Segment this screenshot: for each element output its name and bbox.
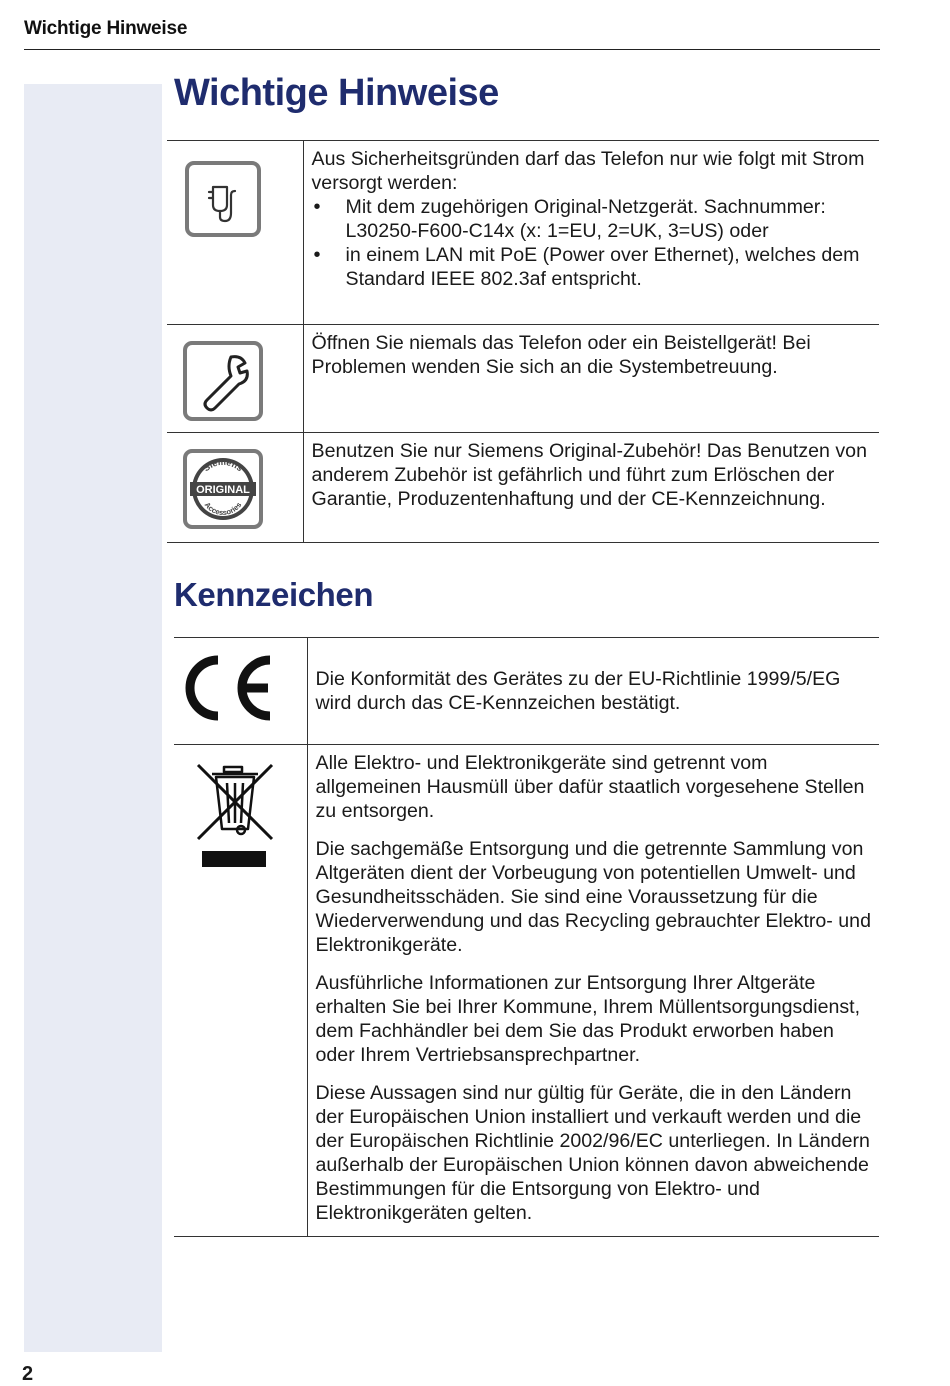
original-accessories-notice: Benutzen Sie nur Siemens Original-Zubehör! Das Benutzen von anderem Zubehör ist gefährlich und führt zum Erlöschen der Garantie, Produzentenhaftung und der CE-Kennzeichnung. — [311, 440, 867, 510]
table-row — [174, 745, 879, 1237]
icon-text-top: Siemens — [201, 456, 245, 474]
disposal-paragraph: Diese Aussagen sind nur gültig für Geräte, die in den Ländern der Europäischen Union installiert und verkauft werden und die der Europäischen Richtlinie 2002/96/EC unterliegen. In Ländern außerhalb der Europäischen Union können davon abweichende Bestimmungen für die Entsorgung von Elektro- und Elektronikgeräten gelten. — [315, 1082, 870, 1224]
list-item: • Mit dem zugehörigen Original-Netzgerät. Sachnummer: L30250-F600-C14x (x: 1=EU, 2=UK, 3=US) oder — [312, 195, 874, 243]
ce-mark-icon — [180, 652, 280, 724]
section-title-markings: Kennzeichen — [174, 576, 374, 613]
icon-text-middle: ORIGINAL — [196, 484, 250, 496]
running-header: Wichtige Hinweise — [24, 18, 188, 39]
disposal-paragraph: Ausführliche Informationen zur Entsorgung Ihrer Altgeräte erhalten Sie bei Ihrer Kommune, Ihrem Müllentsorgungsdienst, dem Fachhändler bei dem Sie das Produkt erworben haben oder Ihrem Vertriebsansprechpartner. — [315, 972, 861, 1066]
disposal-paragraph: Alle Elektro- und Elektronikgeräte sind getrennt vom allgemeinen Hausmüll über dafür staatlich vorgesehene Stellen zu entsorgen. — [315, 752, 865, 822]
section-title-important-notes: Wichtige Hinweise — [174, 72, 499, 114]
power-options-list — [312, 195, 874, 291]
power-notice-intro: Aus Sicherheitsgründen darf das Telefon nur wie folgt mit Strom versorgt werden: — [311, 148, 865, 194]
wrench-icon — [183, 341, 263, 421]
header-rule — [24, 49, 880, 50]
table-row — [167, 433, 879, 543]
disposal-paragraph: Die sachgemäße Entsorgung und die getrennte Sammlung von Altgeräten dient der Vorbeugung von potentiellen Umwelt- und Gesundheitsschäden. Sie sind eine Voraussetzung für die Wiederverwendung und das Recycling gebrauchter Elektro- und Elektronikgeräte. — [315, 838, 871, 956]
ce-conformity-text: Die Konformität des Gerätes zu der EU-Richtlinie 1999/5/EG wird durch das CE-Kennzeichen bestätigt. — [315, 668, 841, 714]
margin-column — [24, 84, 162, 1352]
list-item: • in einem LAN mit PoE (Power over Ethernet), welches dem Standard IEEE 802.3af entspricht. — [312, 243, 874, 291]
table-row — [167, 141, 879, 325]
table-row — [174, 638, 879, 745]
crossed-out-bin-icon — [194, 761, 276, 871]
page-number: 2 — [22, 1363, 34, 1385]
power-adapter-icon — [185, 161, 261, 237]
table-row — [167, 325, 879, 433]
safety-notes-table — [167, 140, 879, 543]
icon-text-bottom: Accessories — [202, 500, 244, 518]
no-opening-notice: Öffnen Sie niemals das Telefon oder ein Beistellgerät! Bei Problemen wenden Sie sich an die Systembetreuung. — [311, 332, 811, 378]
siemens-original-accessories-icon — [183, 449, 263, 529]
markings-table — [174, 637, 879, 1237]
